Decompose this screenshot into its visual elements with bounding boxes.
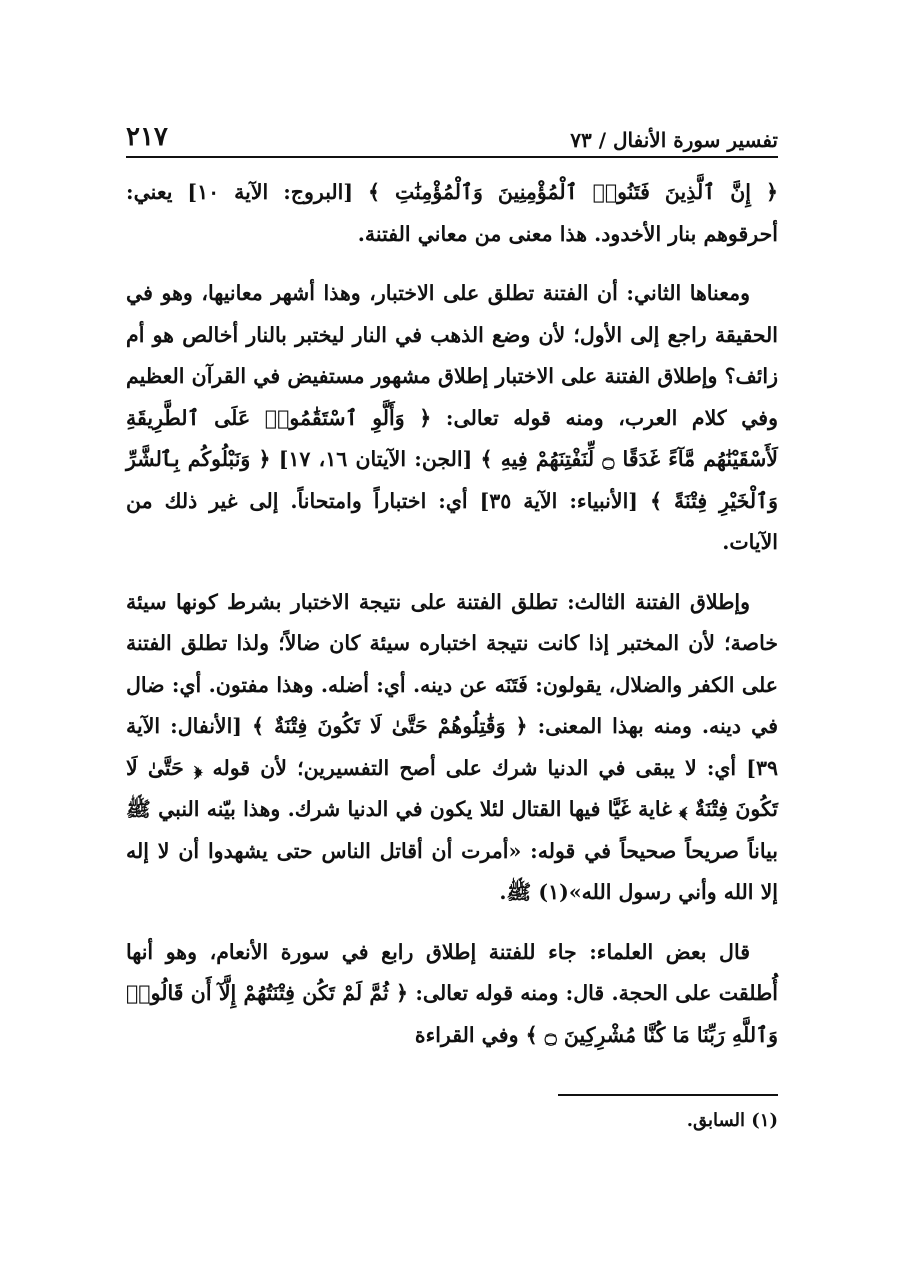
page-header — [126, 108, 778, 158]
footnote-divider — [558, 1094, 778, 1096]
paragraph-2: ومعناها الثاني: أن الفتنة تطلق على الاختبار، وهذا أشهر معانيها، وهو في الحقيقة راجع إلى الأول؛ لأن وضع الذهب في النار ليختبر بالنار أخالص هو أم زائف؟ وإطلاق الفتنة على الاختبار إطلاق مشهور مستفيض في القرآن العظيم وفي كلام العرب، ومنه قوله تعالى: ﴿ وَأَلَّوِ ٱسْتَقَٰمُوا۟ عَلَى ٱلطَّرِيقَةِ لَأَسْقَيْنَٰهُم مَّآءً غَدَقًا ۝ لِّنَفْتِنَهُمْ فِيهِ ﴾ [الجن: الآيتان ١٦، ١٧] ﴿ وَنَبْلُوكُم بِٱلشَّرِّ وَٱلْخَيْرِ فِتْنَةً ﴾ [الأنبياء: الآية ٣٥] أي: اختباراً وامتحاناً. إلى غير ذلك من الآيات. — [126, 281, 778, 554]
paragraph-4: قال بعض العلماء: جاء للفتنة إطلاق رابع في سورة الأنعام، وهو أنها أُطلقت على الحجة. قال: ومنه قوله تعالى: ﴿ ثُمَّ لَمْ تَكُن فِتْنَتُهُمْ إِلَّآ أَن قَالُوا۟ وَٱللَّهِ رَبِّنَا مَا كُنَّا مُشْرِكِينَ ۝ ﴾ وفي القراءة — [126, 939, 778, 1047]
book-page — [126, 108, 778, 1131]
paragraph-1: ﴿ إِنَّ ٱلَّذِينَ فَتَنُوا۟ ٱلْمُؤْمِنِينَ وَٱلْمُؤْمِنَٰتِ ﴾ [البروج: الآية ١٠] يعني: أحرقوهم بنار الأخدود. هذا معنى من معاني الفتنة. — [126, 180, 778, 246]
page-number: ٢١٧ — [126, 122, 168, 152]
footnote: (١) السابق. — [686, 1110, 778, 1131]
running-title: تفسير سورة الأنفال / ٧٣ — [570, 128, 778, 152]
paragraph-3: وإطلاق الفتنة الثالث: تطلق الفتنة على نتيجة الاختبار بشرط كونها سيئة خاصة؛ لأن المختبر إذا كانت نتيجة اختباره سيئة كان ضالاً؛ ولذا تطلق الفتنة على الكفر والضلال، يقولون: فَتَنَه عن دينه. أي: أضله. وهذا مفتون. أي: ضال في دينه. ومنه بهذا المعنى: ﴿ وَقَٰتِلُوهُمْ حَتَّىٰ لَا تَكُونَ فِتْنَةٌ ﴾ [الأنفال: الآية ٣٩] أي: لا يبقى في الدنيا شرك على أصح التفسيرين؛ لأن قوله ﴿ حَتَّىٰ لَا تَكُونَ فِتْنَةٌ ﴾ غاية غَيَّا فيها القتال لئلا يكون في الدنيا شرك. وهذا بيّنه النبي ﷺ بياناً صريحاً صحيحاً في قوله: «أمرت أن أقاتل الناس حتى يشهدوا أن لا إله إلا الله وأني رسول الله»(١) ﷺ. — [126, 589, 778, 904]
page-body — [126, 172, 778, 1056]
